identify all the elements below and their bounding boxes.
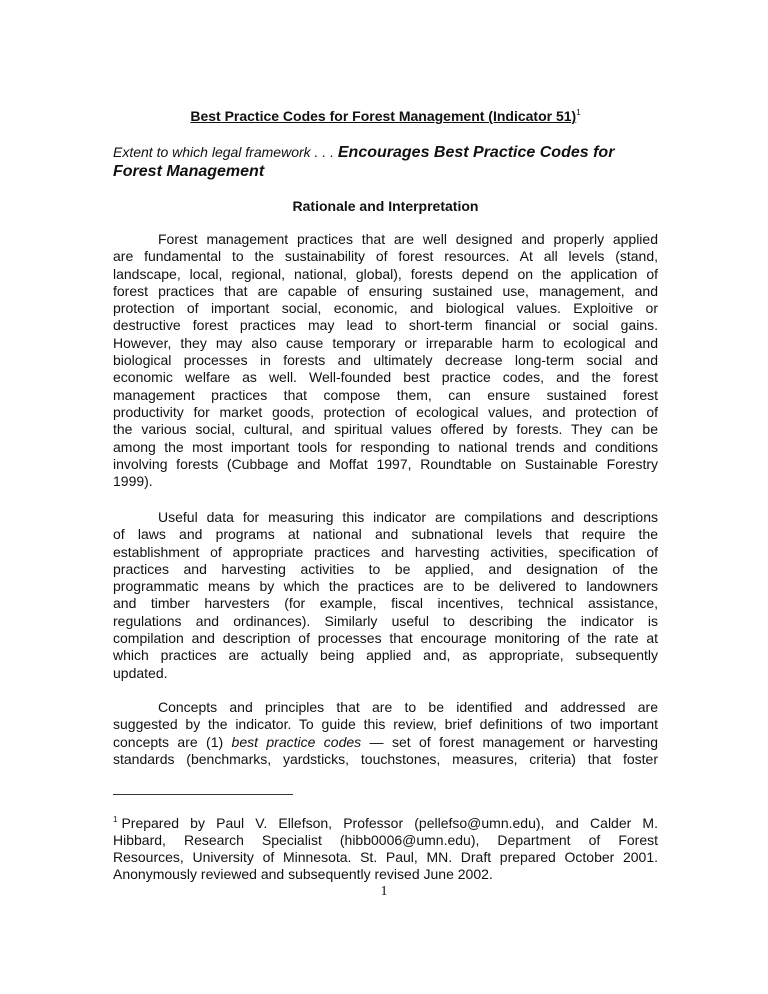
paragraph-line: destructive forest practices may lead to short-term financial or social gains. [113,317,658,334]
paragraph-line: programmatic means by which the practices are to be delivered to landowners [113,578,658,595]
paragraph-line: establishment of appropriate practices and harvesting activities, specification of [113,543,658,560]
document-title [113,108,658,124]
paragraph-rationale [113,231,658,490]
paragraph-line: However, they may also cause temporary or irreparable harm to ecological and [113,334,658,351]
document-title-text: Best Practice Codes for Forest Management (Indicator 51) [190,108,577,124]
paragraph-line: involving forests (Cubbage and Moffat 1997, Roundtable on Sustainable Forestry [113,455,658,472]
paragraph-line: are fundamental to the sustainability of forest resources. At all levels (stand, [113,248,658,265]
paragraph-line: forest practices that are capable of ensuring sustained use, management, and [113,282,658,299]
indicator-subtitle [113,143,658,181]
paragraph-line: the various social, cultural, and spiritual values offered by forests. They can be [113,421,658,438]
paragraph-line: which practices are actually being applied and, as appropriate, subsequently [113,647,658,664]
footnote-line: Anonymously reviewed and subsequently revised June 2002. [113,866,493,882]
paragraph-line: management practices that compose them, can ensure sustained forest [113,386,658,403]
paragraph-line: practices and harvesting activities to be applied, and designation of the [113,560,658,577]
paragraph-line: economic welfare as well. Well-founded best practice codes, and the forest [113,369,658,386]
paragraph-line: compilation and description of processes that encourage monitoring of the rate at [113,630,658,647]
paragraph-line: productivity for market goods, protection of ecological values, and protection of [113,403,658,420]
paragraph-line: biological processes in forests and ultimately decrease long-term social and [113,352,658,369]
paragraph-line: Concepts and principles that are to be identified and addressed are [158,699,658,715]
footnote-line: Resources, University of Minnesota. St. Paul, MN. Draft prepared October 2001. [113,849,658,865]
footnote-text: Prepared by Paul V. Ellefson, Professor (pellefso@umn.edu), and Calder M. [121,815,658,831]
footnote-line [113,815,658,832]
title-footnote-mark: 1 [576,108,581,117]
page-number: 1 [380,884,388,899]
paragraph-line: Useful data for measuring this indicator are compilations and descriptions [158,509,658,525]
subtitle-emphasis: Encourages Best Practice Codes for Forest Management [113,144,615,180]
paragraph-line [113,734,658,751]
footnote [113,815,658,883]
paragraph-line: 1999). [113,473,153,490]
footnote-line: Hibbard, Research Specialist (hibb0006@umn.edu), Department of Forest [113,832,658,848]
paragraph-useful-data [113,509,658,682]
paragraph-line: regulations and ordinances). Similarly useful to describing the indicator is [113,612,658,629]
paragraph-line: landscape, local, regional, national, global), forests depend on the application of [113,265,658,282]
paragraph-line: Forest management practices that are well designed and properly applied [158,231,658,247]
footnote-divider [113,794,293,795]
subtitle-lead: Extent to which legal framework . . . [113,144,338,160]
line-text: — set of forest management or harvesting [361,733,658,750]
paragraph-line: among the most important tools for responding to national trends and conditions [113,438,658,455]
paragraph-line: and timber harvesters (for example, fiscal incentives, technical assistance, [113,595,658,612]
paragraph-line: protection of important social, economic, and biological values. Exploitive or [113,300,658,317]
paragraph-line: suggested by the indicator. To guide this review, brief definitions of two important [113,716,658,733]
paragraph-line: updated. [113,664,168,681]
term-best-practice-codes: best practice codes [231,733,362,750]
section-heading: Rationale and Interpretation [292,198,479,214]
paragraph-concepts [113,699,658,768]
line-text: concepts are (1) [113,733,232,750]
paragraph-line: standards (benchmarks, yardsticks, touchstones, measures, criteria) that foster [113,750,658,767]
footnote-mark: 1 [113,815,118,824]
paragraph-line: of laws and programs at national and subnational levels that require the [113,526,658,543]
